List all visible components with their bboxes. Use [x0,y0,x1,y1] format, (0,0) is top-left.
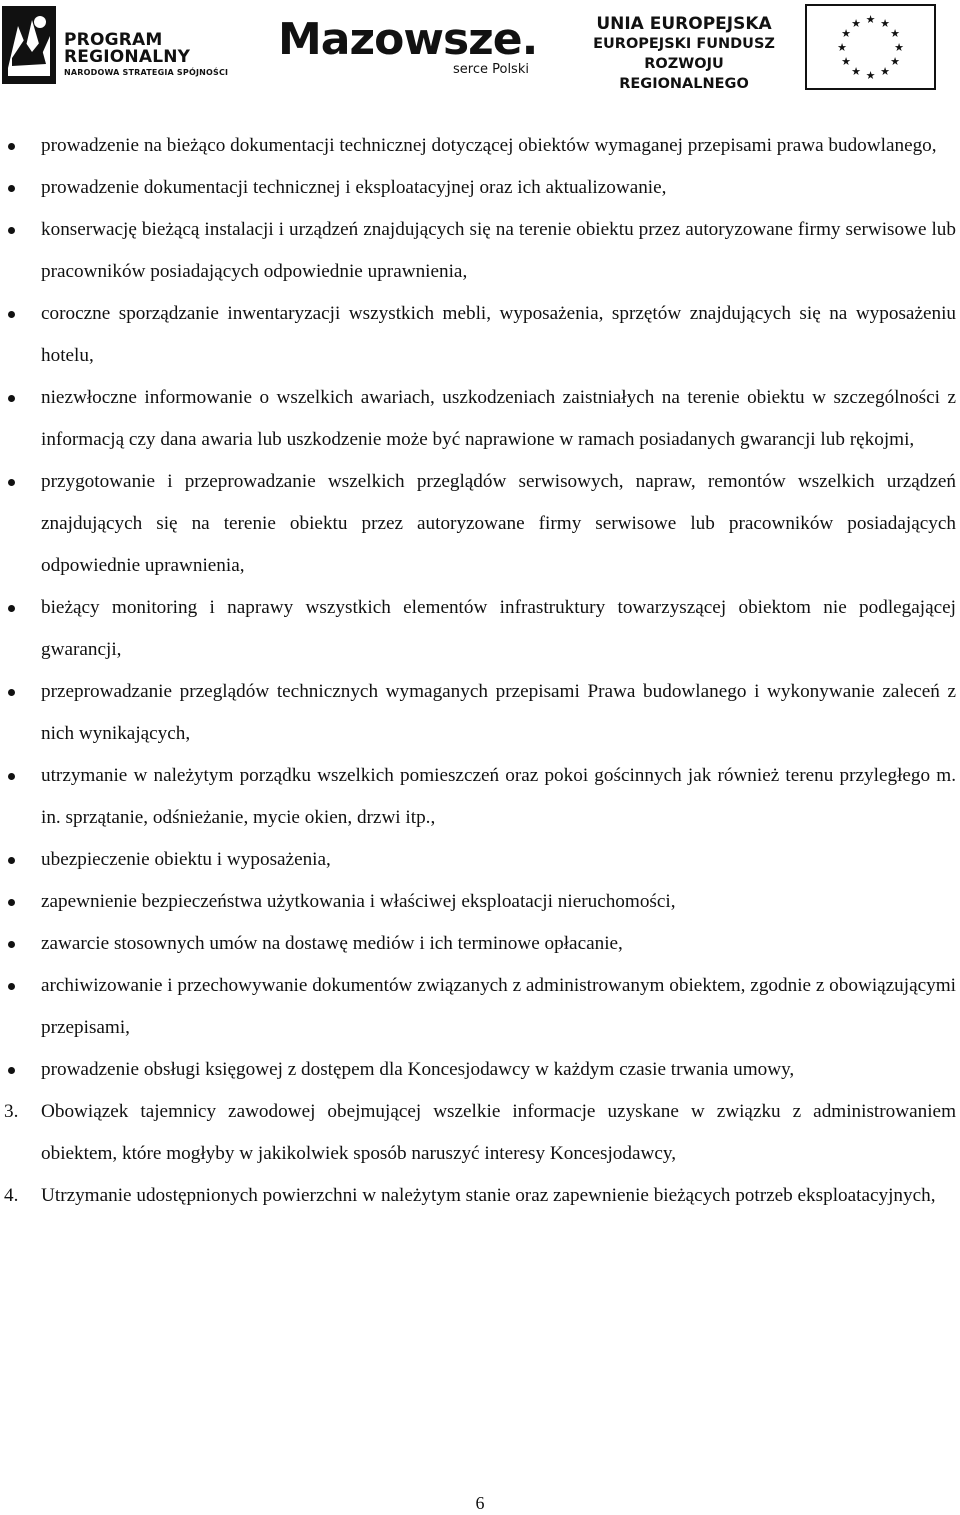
list-number: 4. [4,1185,19,1206]
bullet-icon [8,185,15,192]
bullet-icon [8,479,15,486]
list-item-text: przeprowadzanie przeglądów technicznych wymaganych przepisami Prawa budowlanego i wykonywanie zaleceń z nich wynikających, [41,681,956,744]
list-item-text: utrzymanie w należytym porządku wszelkich pomieszczeń oraz pokoi gościnnych jak również terenu przyległego m. in. sprzątanie, odśnieżanie, mycie okien, drzwi itp., [41,765,956,828]
svg-text:★: ★ [880,65,890,78]
eu-text [578,14,790,94]
list-item-text: prowadzenie obsługi księgowej z dostępem dla Koncesjodawcy w każdym czasie trwania umowy, [41,1059,795,1080]
svg-text:★: ★ [865,69,876,82]
list-item-text: Utrzymanie udostępnionych powierzchni w należytym stanie oraz zapewnienie bieżących potrzeb eksploatacyjnych, [41,1185,936,1206]
bullet-icon [8,983,15,990]
bullet-icon [8,941,15,948]
bullet-icon [8,605,15,612]
list-item-text: niezwłoczne informowanie o wszelkich awariach, uszkodzeniach zaistniałych na terenie obiektu w szczególności z informacją czy dana awaria lub uszkodzenie może być naprawione w ramach posiadanych gwarancji lub rękojmi, [41,387,956,450]
bullet-list-item [0,293,960,377]
mazowsze-wordmark: Mazowsze. [278,14,538,65]
list-item-text: coroczne sporządzanie inwentaryzacji wszystkich mebli, wyposażenia, sprzętów znajdujących się na wyposażeniu hotelu, [41,303,956,366]
program-regionalny-emblem-icon [2,6,56,84]
program-line3: NARODOWA STRATEGIA SPÓJNOŚCI [64,68,229,77]
bullet-icon [8,773,15,780]
list-item-text: zawarcie stosownych umów na dostawę mediów i ich terminowe opłacanie, [41,933,623,954]
list-item-text: Obowiązek tajemnicy zawodowej obejmującej wszelkie informacje uzyskane w związku z administrowaniem obiektem, które mogłyby w jakikolwiek sposób naruszyć interesy Koncesjodawcy, [41,1101,956,1164]
list-item-text: prowadzenie na bieżąco dokumentacji technicznej dotyczącej obiektów wymaganej przepisami prawa budowlanego, [41,135,937,156]
mazowsze-tagline: serce Polski [453,62,529,77]
bullet-icon [8,395,15,402]
bullet-list-item [0,671,960,755]
svg-text:★: ★ [841,55,851,68]
bullet-icon [8,857,15,864]
bullet-list-item [0,881,960,923]
bullet-list-item [0,923,960,965]
bullet-list-item [0,1049,960,1091]
bullet-icon [8,143,15,150]
list-item-text: bieżący monitoring i naprawy wszystkich elementów infrastruktury towarzyszącej obiektom nie podlegającej gwarancji, [41,597,956,660]
bullet-list-item [0,587,960,671]
bullet-list-item [0,377,960,461]
document-body [0,125,960,1217]
bullet-list-item [0,755,960,839]
program-regionalny-text [64,32,228,77]
bullet-list-item [0,461,960,587]
svg-text:★: ★ [890,27,900,40]
program-line1: PROGRAM [64,30,163,50]
svg-text:★: ★ [841,27,851,40]
numbered-list-item [0,1175,960,1217]
bullet-icon [8,899,15,906]
bullet-list-item [0,839,960,881]
mazowsze-logo [278,16,548,82]
svg-text:★: ★ [851,17,861,30]
list-item-text: ubezpieczenie obiektu i wyposażenia, [41,849,331,870]
bullet-icon [8,689,15,696]
bullet-list-item [0,965,960,1049]
eu-flag-icon [805,4,936,90]
eu-line3: ROZWOJU REGIONALNEGO [619,56,749,92]
program-line2: REGIONALNY [64,47,191,67]
svg-text:★: ★ [837,41,847,54]
svg-text:★: ★ [890,55,900,68]
numbered-list-item [0,1091,960,1175]
svg-text:★: ★ [851,65,861,78]
bullet-icon [8,311,15,318]
svg-text:★: ★ [894,41,904,54]
list-item-text: konserwację bieżącą instalacji i urządzeń znajdujących się na terenie obiektu przez autoryzowane firmy serwisowe lub pracowników posiadających odpowiednie uprawnienia, [41,219,956,282]
bullet-icon [8,1067,15,1074]
svg-text:★: ★ [880,17,890,30]
list-item-text: zapewnienie bezpieczeństwa użytkowania i właściwej eksploatacji nieruchomości, [41,891,676,912]
bullet-icon [8,227,15,234]
bullet-list-item [0,209,960,293]
list-item-text: prowadzenie dokumentacji technicznej i eksploatacyjnej oraz ich aktualizowanie, [41,177,667,198]
list-number: 3. [4,1101,19,1122]
svg-text:★: ★ [865,13,876,26]
eu-logo [578,12,938,92]
program-regionalny-logo [2,6,232,84]
list-item-text: przygotowanie i przeprowadzanie wszelkich przeglądów serwisowych, napraw, remontów wszelkich urządzeń znajdujących się na terenie obiektu przez autoryzowane firmy serwisowe lub pracowników posiadających odpowiednie uprawnienia, [41,471,956,576]
page-header [0,0,960,95]
bullet-list-item [0,167,960,209]
list-item-text: archiwizowanie i przechowywanie dokumentów związanych z administrowanym obiektem, zgodnie z obowiązującymi przepisami, [41,975,956,1038]
bullet-list-item [0,125,960,167]
eu-line1: UNIA EUROPEJSKA [596,14,772,34]
page-number: 6 [475,1493,485,1513]
eu-line2: EUROPEJSKI FUNDUSZ [593,36,775,52]
